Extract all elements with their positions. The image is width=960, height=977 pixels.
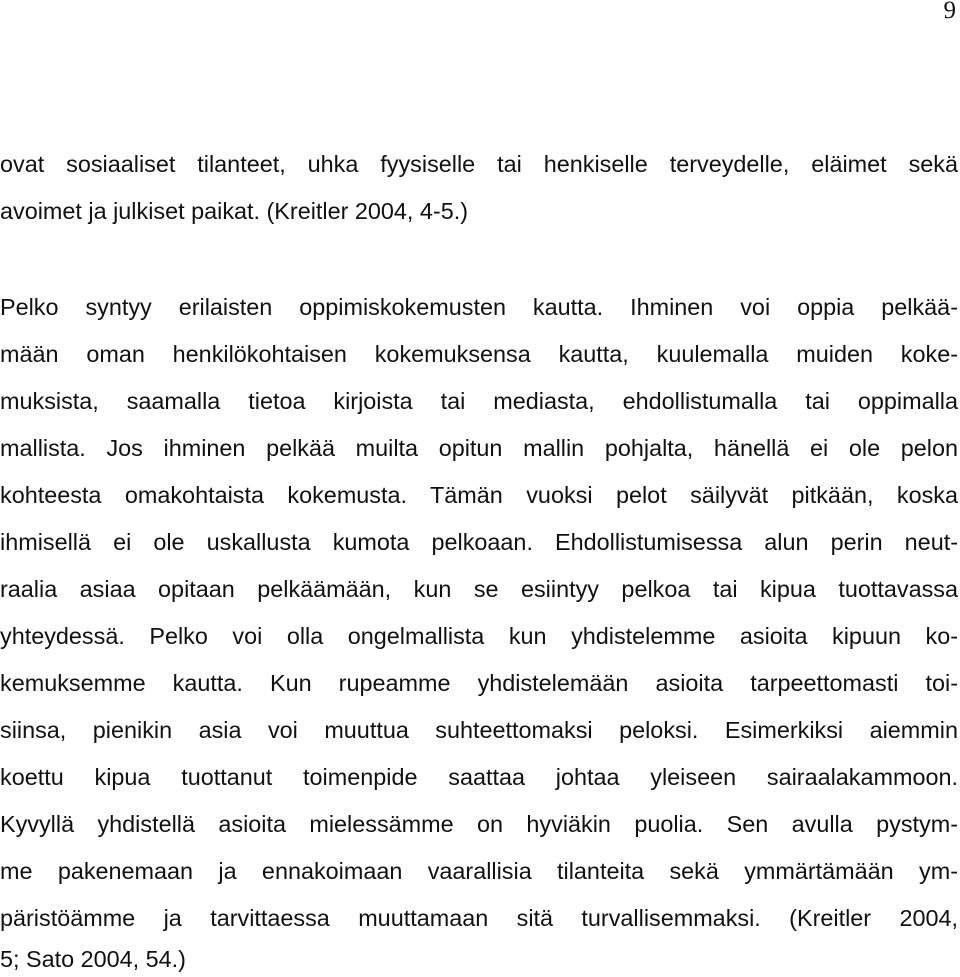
paragraph-2-line-11: koettu kipua tuottanut toimenpide saattaa johtaa yleiseen sairaalakammoon. xyxy=(0,764,958,790)
paragraph-2-line-7: raalia asiaa opitaan pelkäämään, kun se esiintyy pelkoa tai kipua tuottavassa xyxy=(0,576,958,602)
paragraph-2-line-13: me pakenemaan ja ennakoimaan vaarallisia tilanteita sekä ymmärtämään ym- xyxy=(0,858,958,884)
paragraph-2-line-3: muksista, saamalla tietoa kirjoista tai mediasta, ehdollistumalla tai oppimalla xyxy=(0,388,958,414)
paragraph-2-line-12: Kyvyllä yhdistellä asioita mielessämme on hyviäkin puolia. Sen avulla pystym- xyxy=(0,811,958,837)
paragraph-2-line-8: yhteydessä. Pelko voi olla ongelmallista kun yhdistelemme asioita kipuun ko- xyxy=(0,623,958,649)
paragraph-2-line-2: mään oman henkilökohtaisen kokemuksensa kautta, kuulemalla muiden koke- xyxy=(0,341,958,367)
paragraph-2-line-15: 5; Sato 2004, 54.) xyxy=(0,946,186,972)
page-number: 9 xyxy=(943,0,956,24)
paragraph-2-line-5: kohteesta omakohtaista kokemusta. Tämän vuoksi pelot säilyvät pitkään, koska xyxy=(0,482,958,508)
paragraph-2-line-6: ihmisellä ei ole uskallusta kumota pelkoaan. Ehdollistumisessa alun perin neut- xyxy=(0,529,958,555)
paragraph-2-line-1: Pelko syntyy erilaisten oppimiskokemusten kautta. Ihminen voi oppia pelkää- xyxy=(0,294,958,320)
paragraph-1-line-2: avoimet ja julkiset paikat. (Kreitler 2004, 4-5.) xyxy=(0,198,469,224)
paragraph-1-line-1: ovat sosiaaliset tilanteet, uhka fyysiselle tai henkiselle terveydelle, eläimet sekä xyxy=(0,151,958,177)
paragraph-2-line-4: mallista. Jos ihminen pelkää muilta opitun mallin pohjalta, hänellä ei ole pelon xyxy=(0,435,958,461)
paragraph-2-line-9: kemuksemme kautta. Kun rupeamme yhdistelemään asioita tarpeettomasti toi- xyxy=(0,670,958,696)
paragraph-2-line-14: päristöämme ja tarvittaessa muuttamaan sitä turvallisemmaksi. (Kreitler 2004, xyxy=(0,905,958,931)
paragraph-2-line-10: siinsa, pienikin asia voi muuttua suhteettomaksi peloksi. Esimerkiksi aiemmin xyxy=(0,717,958,743)
